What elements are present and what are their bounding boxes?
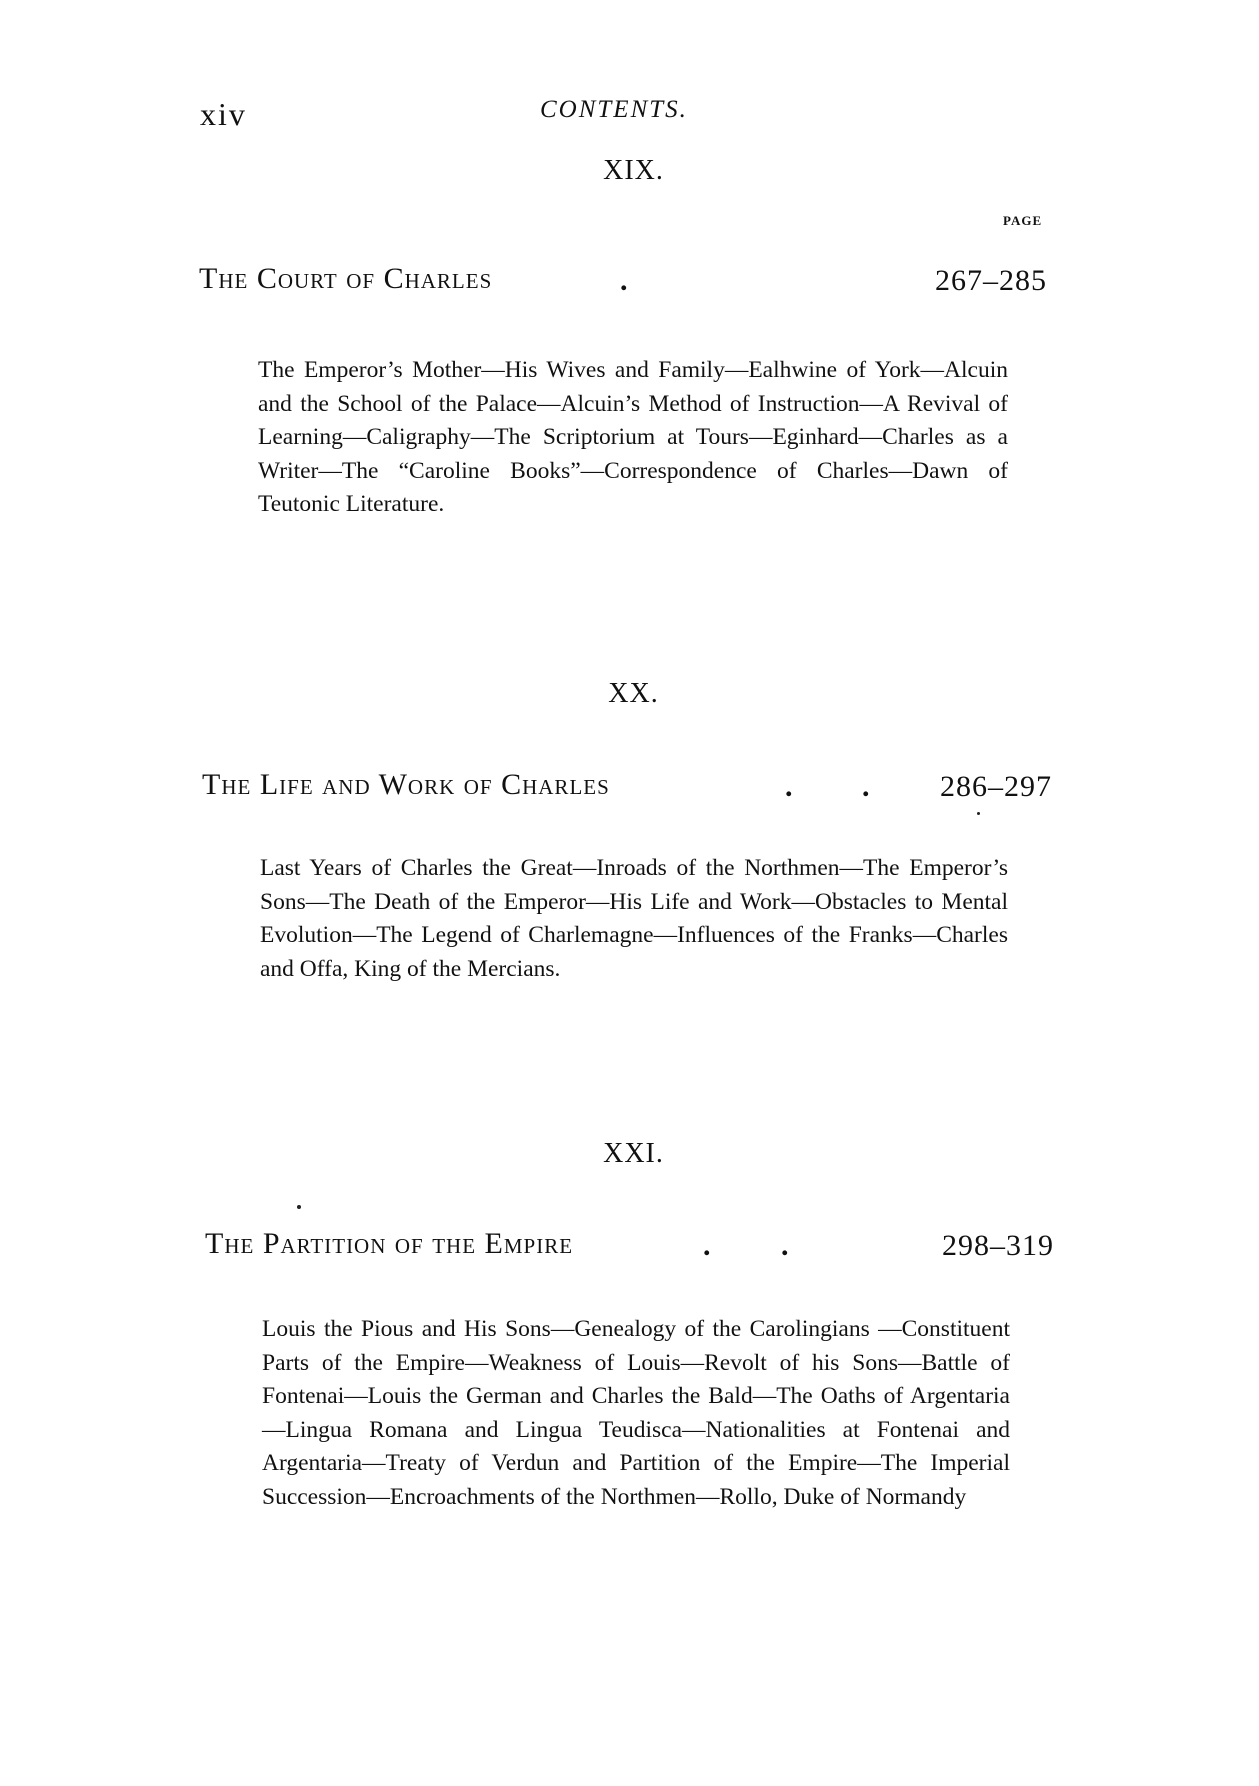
chapter-title: The Court of Charles [199, 262, 493, 295]
page-column-label: PAGE [1003, 213, 1043, 228]
chapter-title: The Partition of the Empire [205, 1227, 574, 1260]
leader-dot: . [620, 264, 628, 297]
leader-dot: . [703, 1229, 711, 1262]
page-number: xiv [200, 96, 247, 132]
print-speck [297, 1205, 301, 1209]
page-range: 286–297 [940, 770, 1052, 803]
running-title: CONTENTS. [540, 96, 688, 123]
leader-dot: . [785, 770, 793, 803]
chapter-numeral: XX. [608, 678, 659, 709]
chapter-summary: The Emperor’s Mother—His Wives and Family—Ealhwine of York—Alcuin and the School of the Palace—Alcuin’s Method of Instruction—A Revival of Learning—Caligraphy—The Scriptorium at Tours—Eginhard—Charles as a Writer—The “Caroline Books”—Correspondence of Charles—Dawn of Teutonic Literature. [258, 357, 1008, 517]
chapter-summary: Last Years of Charles the Great—Inroads of the Northmen—The Emperor’s Sons—The Death of the Emperor—His Life and Work—Obstacles to Mental Evolution—The Legend of Charlemagne—Influences of the Franks—Charles and Offa, King of the Mercians. [260, 855, 1008, 982]
chapter-numeral: XXI. [603, 1138, 664, 1169]
print-speck [977, 812, 980, 815]
page-range: 298–319 [942, 1229, 1054, 1262]
page-range: 267–285 [935, 264, 1047, 297]
chapter-numeral: XIX. [603, 155, 664, 186]
chapter-summary: Louis the Pious and His Sons—Genealogy of the Carolingians —Constituent Parts of the Empire—Weakness of Louis—Revolt of his Sons—Battle of Fontenai—Louis the German and Charles the Bald—The Oaths of Argentaria—Lingua Romana and Lingua Teudisca—Nationalities at Fontenai and Argentaria—Treaty of Verdun and Partition of the Empire—The Imperial Succession—Encroachments of the Northmen—Rollo, Duke of Normandy [262, 1316, 1010, 1510]
chapter-title: The Life and Work of Charles [202, 768, 610, 801]
leader-dot: . [781, 1229, 789, 1262]
leader-dot: . [862, 770, 870, 803]
